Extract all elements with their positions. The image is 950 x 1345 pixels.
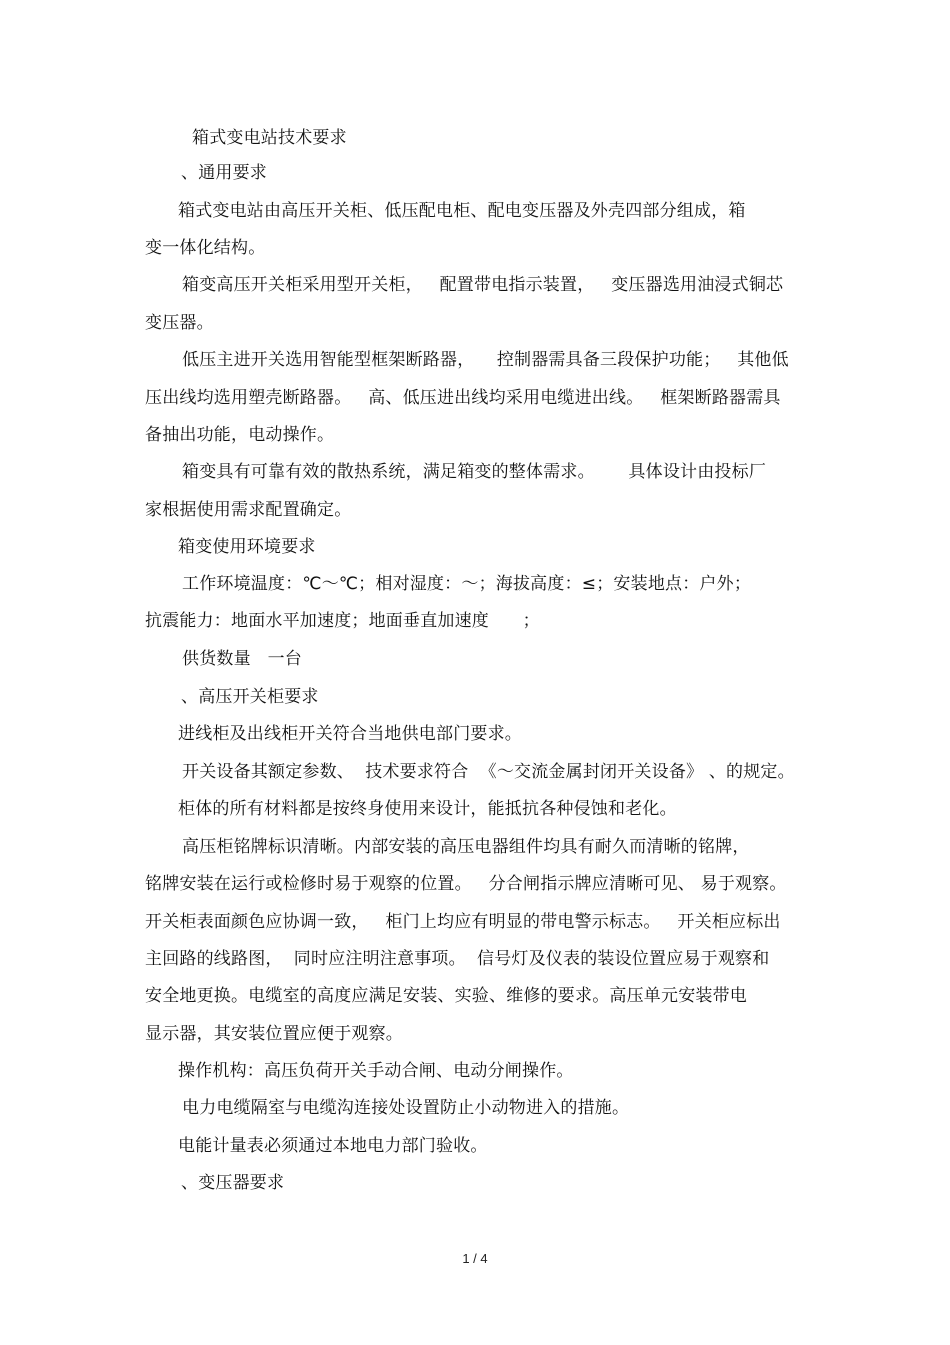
paragraph-line: 压出线均选用塑壳断路器。 高、低压进出线均采用电缆进出线。 框架断路器需具 [145,388,781,408]
paragraph-line: 高压柜铭牌标识清晰。内部安装的高压电器组件均具有耐久而清晰的铭牌， [182,837,750,857]
paragraph-line: 开关柜表面颜色应协调一致， 柜门上均应有明显的带电警示标志。 开关柜应标出 [145,912,781,932]
paragraph-line: 箱变高压开关柜采用型开关柜， 配置带电指示装置， 变压器选用油浸式铜芯 [182,275,784,295]
paragraph-line: 家根据使用需求配置确定。 [145,500,352,520]
paragraph-line: 柜体的所有材料都是按终身使用来设计，能抵抗各种侵蚀和老化。 [178,799,677,819]
section-heading-transformer: 、变压器要求 [181,1173,285,1193]
paragraph-line: 操作机构：高压负荷开关手动合闸、电动分闸操作。 [178,1061,574,1081]
section-heading-environment: 箱变使用环境要求 [178,537,316,557]
paragraph-line: 供货数量 一台 [182,649,303,669]
page-number: 1 / 4 [462,1251,488,1266]
paragraph-line: 电力电缆隔室与电缆沟连接处设置防止小动物进入的措施。 [182,1098,630,1118]
paragraph-line: 进线柜及出线柜开关符合当地供电部门要求。 [178,724,522,744]
paragraph-line: 铭牌安装在运行或检修时易于观察的位置。 分合闸指示牌应清晰可见、 易于观察。 [145,874,787,894]
paragraph-line: 抗震能力：地面水平加速度；地面垂直加速度 ； [145,611,540,631]
paragraph-line: 开关设备其额定参数、 技术要求符合 《～交流金属封闭开关设备》 、的规定。 [182,762,795,782]
section-heading-general: 、通用要求 [181,163,267,183]
section-heading-hv-switchgear: 、高压开关柜要求 [181,687,319,707]
paragraph-line: 箱变具有可靠有效的散热系统，满足箱变的整体需求。 具体设计由投标厂 [182,462,767,482]
paragraph-line: 箱式变电站由高压开关柜、低压配电柜、配电变压器及外壳四部分组成，箱 [178,201,746,221]
paragraph-line: 安全地更换。电缆室的高度应满足安装、实验、维修的要求。高压单元安装带电 [145,986,747,1006]
document-title: 箱式变电站技术要求 [192,128,347,148]
paragraph-line: 显示器，其安装位置应便于观察。 [145,1024,403,1044]
paragraph-line: 工作环境温度：℃～℃；相对湿度：～；海拔高度：≤；安装地点：户外； [182,574,752,594]
paragraph-line: 低压主进开关选用智能型框架断路器， 控制器需具备三段保护功能； 其他低 [182,350,789,370]
paragraph-line: 备抽出功能，电动操作。 [145,425,335,445]
paragraph-line: 主回路的线路图， 同时应注明注意事项。 信号灯及仪表的装设位置应易于观察和 [145,949,770,969]
paragraph-line: 变一体化结构。 [145,238,266,258]
paragraph-line: 电能计量表必须通过本地电力部门验收。 [178,1136,488,1156]
paragraph-line: 变压器。 [145,313,214,333]
